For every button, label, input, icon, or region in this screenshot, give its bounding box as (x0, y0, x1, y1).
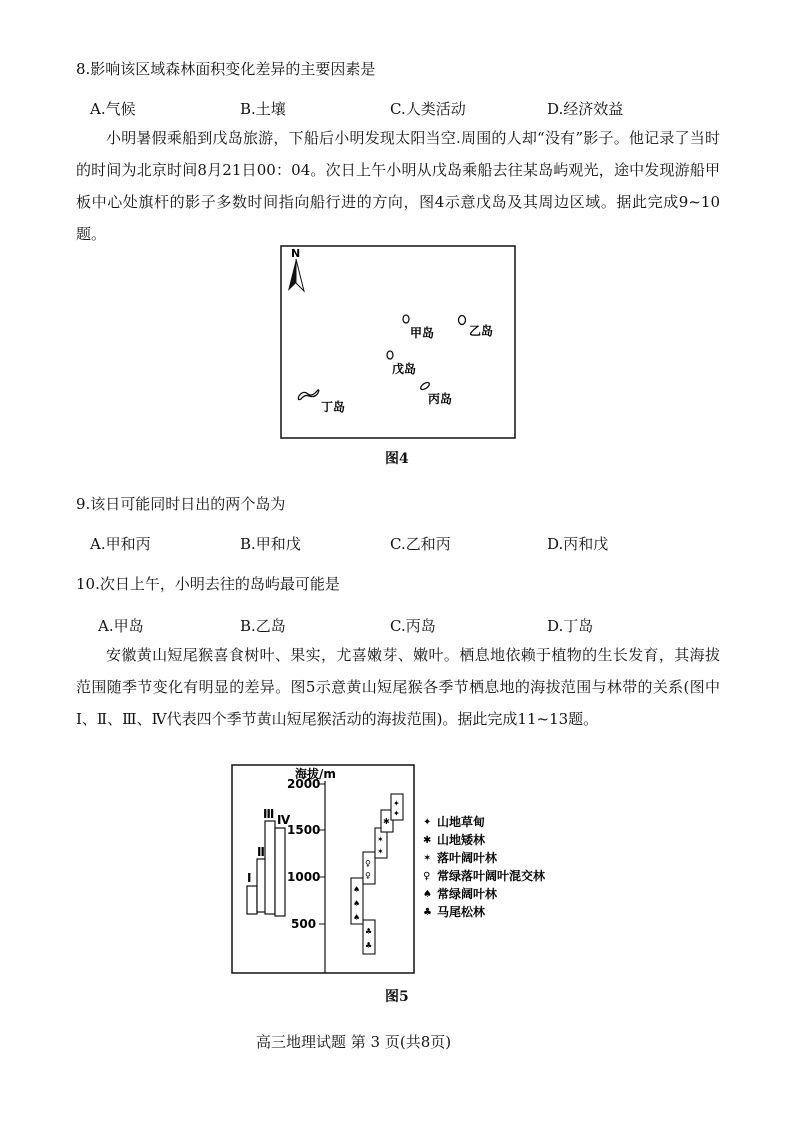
legend-symbol-deciduous: ✶ (423, 853, 432, 864)
island-wu-label: 戊岛 (392, 362, 417, 376)
q10-option-a: A.甲岛 (98, 617, 144, 635)
legend-symbol-pine: ♣ (423, 907, 432, 918)
legend-symbol-dwarf: ✱ (423, 835, 432, 846)
legend-label-meadow: 山地草甸 (437, 815, 486, 829)
belt-masson-pine-symbol-2: ♣ (365, 941, 373, 950)
island-bing-label: 丙岛 (428, 392, 453, 406)
q8-option-c: C.人类活动 (390, 100, 466, 118)
belt-deciduous-symbol: ✶ (377, 835, 384, 844)
figure-5-chart (231, 764, 573, 974)
q10-stem: 10.次日上午，小明去往的岛屿最可能是 (76, 575, 340, 593)
q9-option-b: B.甲和戊 (240, 535, 301, 553)
tick-1000: 1000 (287, 870, 321, 884)
island-ding-label: 丁岛 (321, 400, 346, 414)
legend-label-pine: 马尾松林 (437, 905, 486, 919)
season-label-1: Ⅰ (247, 871, 252, 885)
season-bar-4 (275, 828, 285, 916)
season-label-2: Ⅱ (257, 845, 265, 859)
q8-option-d: D.经济效益 (547, 100, 624, 118)
passage-1: 小明暑假乘船到戊岛旅游，下船后小明发现太阳当空.周围的人却“没有”影子。他记录了当时的时间为北京时间8月21日00：04。次日上午小明从戊岛乘船去往某岛屿观光，途中发现游船甲板中心处旗杆的影子多数时间指向船行进的方向，图4示意戊岛及其周边区域。据此完成9~10题。 (76, 129, 720, 243)
season-label-3: Ⅲ (263, 807, 275, 821)
legend-label-deciduous: 落叶阔叶林 (437, 851, 498, 865)
island-jia-label: 甲岛 (410, 326, 435, 340)
q8-option-a: A.气候 (90, 100, 136, 118)
legend-label-dwarf: 山地矮林 (437, 833, 486, 847)
legend-label-mixed: 常绿落叶阔叶混交林 (437, 869, 546, 883)
belt-deciduous-symbol-2: ✶ (377, 847, 384, 856)
tick-1500: 1500 (287, 823, 321, 837)
belt-meadow-symbol-2: ✦ (393, 809, 400, 818)
legend-label-evergreen: 常绿阔叶林 (437, 887, 498, 901)
passage-2: 安徽黄山短尾猴喜食树叶、果实，尤喜嫩芽、嫩叶。栖息地依赖于植物的生长发育，其海拔范围随季节变化有明显的差异。图5示意黄山短尾猴各季节栖息地的海拔范围与林带的关系(图中Ⅰ、Ⅱ、Ⅲ、Ⅳ代表四个季节黄山短尾猴活动的海拔范围)。据此完成11~13题。 (76, 646, 720, 728)
figure-4-map (280, 245, 516, 439)
q9-option-a: A.甲和丙 (90, 535, 151, 553)
tick-2000: 2000 (287, 777, 321, 791)
legend (423, 814, 546, 919)
belt-evergreen-symbol-2: ♠ (353, 899, 361, 908)
q8-stem: 8.影响该区域森林面积变化差异的主要因素是 (76, 60, 376, 78)
figure-4-caption: 图4 (385, 451, 409, 467)
legend-symbol-mixed: ♀ (423, 871, 431, 882)
q8-option-b: B.土壤 (240, 100, 286, 118)
tick-500: 500 (291, 917, 317, 931)
belt-dwarf-symbol: ✱ (383, 817, 390, 826)
belt-mixed-symbol-2: ♀ (365, 871, 371, 880)
belt-masson-pine-symbol: ♣ (365, 927, 373, 936)
q10-option-d: D.丁岛 (547, 617, 594, 635)
belt-evergreen-symbol: ♠ (353, 885, 361, 894)
legend-symbol-meadow: ✦ (423, 817, 432, 828)
legend-symbol-evergreen: ♠ (423, 889, 432, 900)
q9-option-c: C.乙和丙 (390, 535, 451, 553)
q9-option-d: D.丙和戊 (547, 535, 609, 553)
belt-mixed-symbol: ♀ (365, 859, 371, 868)
q9-stem: 9.该日可能同时日出的两个岛为 (76, 495, 286, 513)
q10-option-c: C.丙岛 (390, 617, 436, 635)
island-yi-label: 乙岛 (469, 324, 494, 338)
belt-meadow-symbol: ✦ (393, 799, 400, 808)
north-label: N (291, 247, 301, 260)
figure-5-caption: 图5 (385, 989, 409, 1005)
season-bar-1 (247, 886, 257, 914)
q10-option-b: B.乙岛 (240, 617, 286, 635)
axis-title: 海拔/m (295, 767, 336, 781)
season-label-4: Ⅳ (277, 813, 291, 827)
season-bar-3 (265, 821, 275, 914)
page-footer: 高三地理试题 第 3 页(共8页) (256, 1033, 452, 1051)
belt-evergreen-symbol-3: ♠ (353, 913, 361, 922)
